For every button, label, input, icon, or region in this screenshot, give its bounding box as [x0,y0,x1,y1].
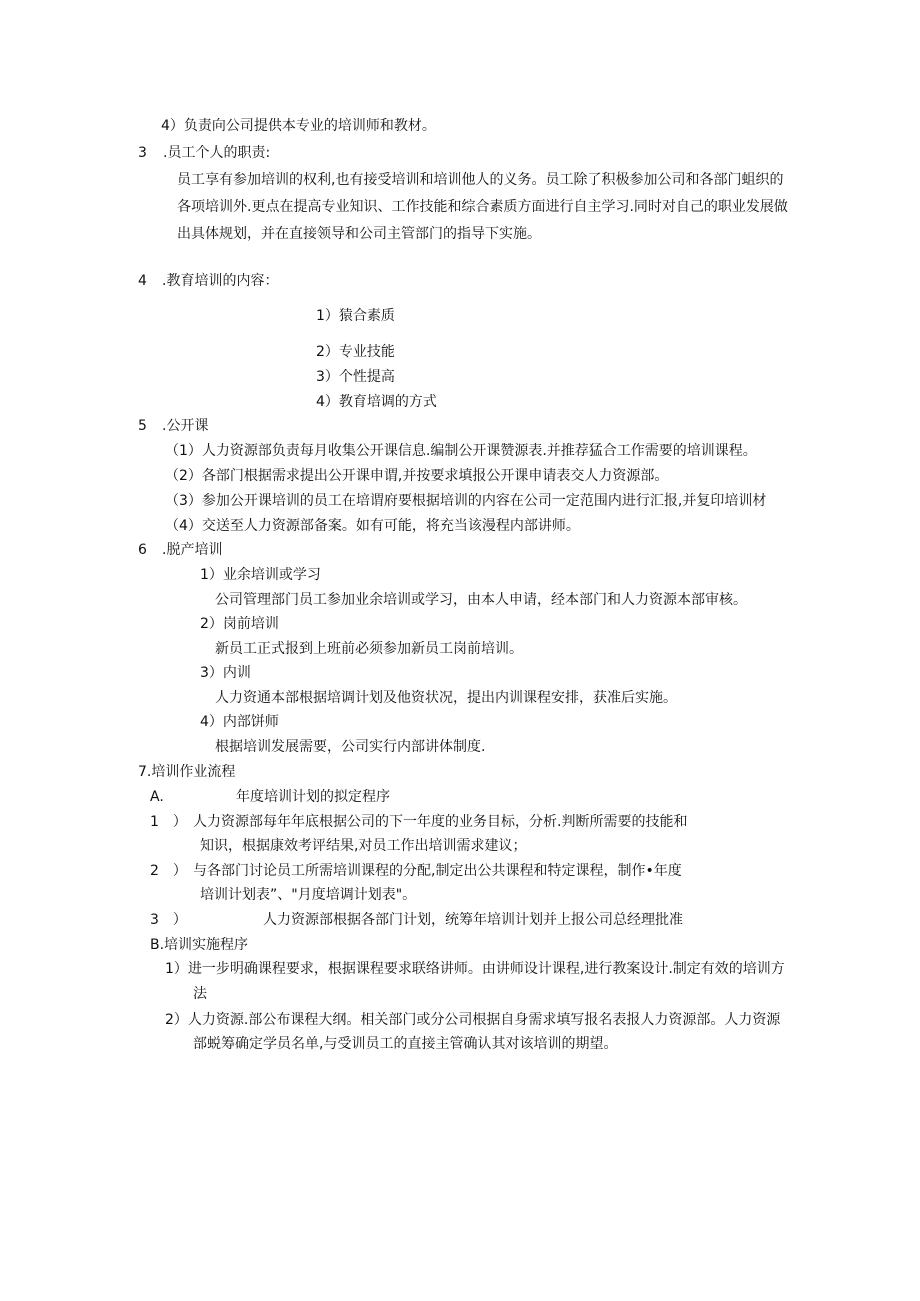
text-line: 根据培训发展需要，公司实行内部讲体制度. [215,739,486,755]
list-item: 2）人力资源.部公布课程大纲。相关部门或分公司根据自身需求填写报名表报人力资源部。人力资源 [165,1012,781,1028]
list-item: 1）猿合素质 [316,308,395,324]
section-number: 5 [138,418,147,434]
list-item: 3）个性提高 [316,369,395,385]
section-number: 4 [138,273,147,289]
section-number: 3 [138,145,147,161]
list-item: 人力资源部根据各部门计划，统筹年培训计划并上报公司总经理批准 [263,912,683,928]
text-line: 出具体规划，并在直接领导和公司主管部门的指导下实施。 [177,226,541,242]
list-item: 与各部门讨论员工所需培训课程的分配,制定出公共课程和特定课程，制作•年度 [193,863,682,879]
text-line: 新员工正式报到上班前必须参加新员工岗前培训。 [215,641,523,657]
list-item: 3）内训 [200,665,251,681]
text-line: 公司管理部门员工参加业余培训或学习，由本人申请，经本部门和人力资源本部审核。 [215,592,747,608]
list-item: （4）交送至人力资源部备案。如有可能，将充当该漫程内部讲师。 [165,518,580,534]
list-item: 2）专业技能 [316,344,395,360]
text-line: 法 [193,986,207,1002]
text-line: 员工享有参加培训的权利,也有接受培训和培训他人的义务。员工除了积极参加公司和各部门蛆织的 [177,172,784,188]
list-item: 4）内部饼师 [200,714,279,730]
section-heading: .公开课 [162,418,209,434]
text-line: 知识，根据康效考评结果,对员工作出培训需求建议； [200,838,527,854]
subsection-label: A. [150,789,164,805]
list-item: 1）业余培训或学习 [200,567,321,583]
subsection-heading: 年度培训计划的拟定程序 [236,789,390,805]
text-line: 部蜕筹确定学员名单,与受训员工的直接主管确认其对该培训的期望。 [193,1036,618,1052]
text-line: 各项培训外.更点在提高专业知识、工作技能和综合素质方面进行自主学习.同时对自己的职业发展做 [177,199,788,215]
list-item: （1）人力资源部负责每月收集公开课信息.编制公开课赞源表.并推荐猛合工作需要的培训课程。 [165,443,757,459]
list-item: （2）各部门根据需求提出公开课申谓,并按要求填报公开课申请表交人力资源部。 [165,468,669,484]
subsection-heading: B.培训实施程序 [150,937,249,953]
section-heading: .教育培训的内容： [162,273,279,289]
list-number: 1 ） [150,814,187,830]
list-item: 1）进一步明确课程要求，根据课程要求联络讲师。由讲师设计课程,进行教案设计.制定有效的培训方 [165,961,785,977]
section-heading: .脱产培训 [162,542,223,558]
list-item: 人力资源部每年年底根据公司的下一年度的业务目标，分析.判断所需要的技能和 [193,814,688,830]
list-number: 3 ） [150,912,187,928]
list-number: 2 ） [150,863,187,879]
list-item: 4）教育培调的方式 [316,394,437,410]
text-line: 培训计划表”、"月度培调计划表"。 [200,887,417,903]
section-heading: .员工个人的职责: [163,145,271,161]
section-heading: 7.培训作业流程 [138,764,236,780]
section-number: 6 [138,542,147,558]
text-line: 4）负责向公司提供本专业的培训师和教材。 [161,118,436,134]
list-item: 2）岗前培训 [200,616,279,632]
text-line: 人力资通本部根据培调计划及他资状况，提出内训课程安排，获准后实施。 [215,690,677,706]
list-item: （3）参加公开课培训的员工在培谓府要根据培训的内容在公司一定范围内进行汇报,并复印培训材 [165,493,767,509]
